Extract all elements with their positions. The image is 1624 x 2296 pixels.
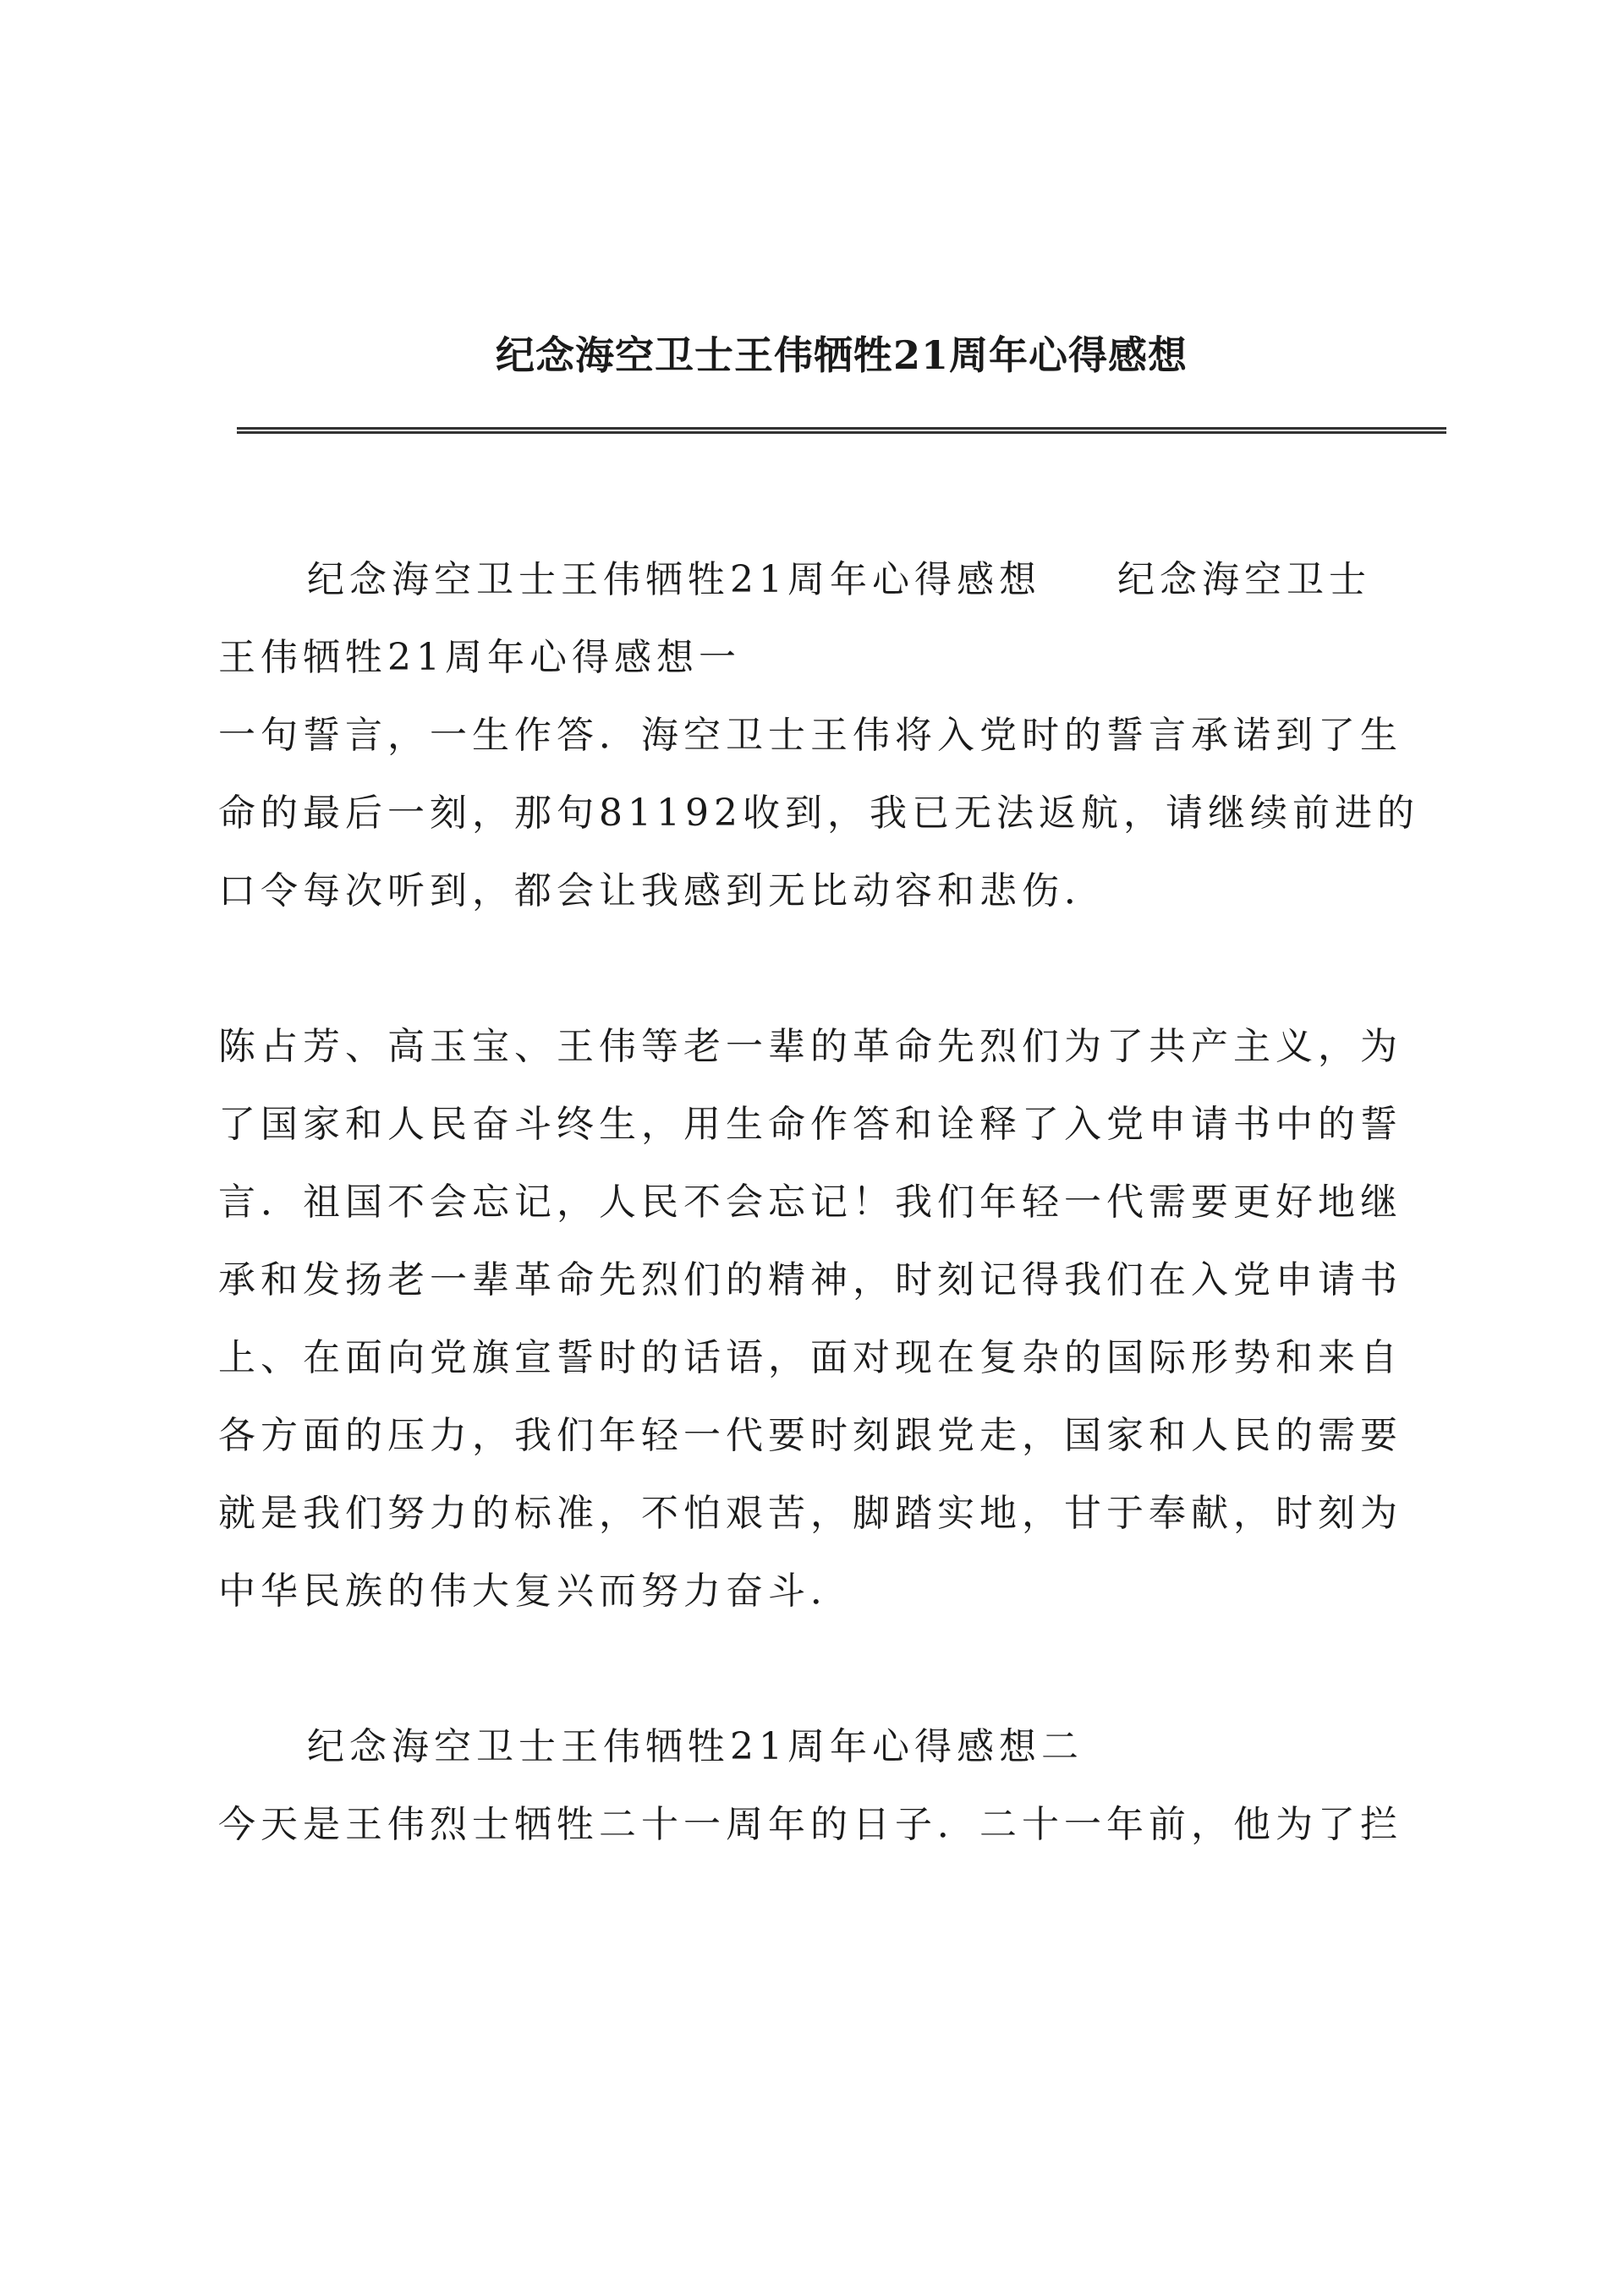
paragraph-gap: [218, 930, 1453, 1008]
paragraph-2-line: 就是我们努力的标准，不怕艰苦，脚踏实地，甘于奉献，时刻为: [218, 1492, 1402, 1535]
paragraph-1-line: 命的最后一刻，那句81192收到，我已无法返航，请继续前进的: [218, 792, 1419, 835]
section1-heading-part1: 纪念海空卫士: [1117, 558, 1371, 601]
paragraph-gap: [218, 1630, 1453, 1708]
paragraph-2-line: 上、在面向党旗宣誓时的话语，面对现在复杂的国际形势和来自: [218, 1336, 1402, 1379]
paragraph-2-line: 了国家和人民奋斗终生，用生命作答和诠释了入党申请书中的誓: [218, 1103, 1402, 1146]
document-title: 纪念海空卫士王伟牺牲21周年心得感想: [495, 332, 1188, 378]
document-body: [218, 541, 1453, 1864]
paragraph-3-line: 今天是王伟烈士牺牲二十一周年的日子．二十一年前，他为了拦: [218, 1803, 1402, 1846]
section1-heading-line1: [218, 541, 1453, 619]
paragraph-2-line: 承和发扬老一辈革命先烈们的精神，时刻记得我们在入党申请书: [218, 1258, 1402, 1301]
paragraph-1-line: 口令每次听到，都会让我感到无比动容和悲伤．: [218, 869, 1106, 912]
title-double-rule: [237, 427, 1446, 434]
paragraph-2-line: 各方面的压力，我们年轻一代要时刻跟党走，国家和人民的需要: [218, 1414, 1402, 1457]
paragraph-2-line: 陈占芳、高玉宝、王伟等老一辈的革命先烈们为了共产主义，为: [218, 1025, 1402, 1068]
paragraph-1-line: 一句誓言，一生作答．海空卫士王伟将入党时的誓言承诺到了生: [218, 714, 1402, 757]
section2-heading: 纪念海空卫士王伟牺牲21周年心得感想二: [307, 1725, 1084, 1768]
paragraph-2-line: 中华民族的伟大复兴而努力奋斗．: [218, 1570, 853, 1613]
section1-heading-line2: 王伟牺牲21周年心得感想一: [218, 636, 741, 679]
paragraph-2-line: 言．祖国不会忘记，人民不会忘记！我们年轻一代需要更好地继: [218, 1181, 1402, 1224]
intro-heading: 纪念海空卫士王伟牺牲21周年心得感想: [307, 558, 1041, 601]
